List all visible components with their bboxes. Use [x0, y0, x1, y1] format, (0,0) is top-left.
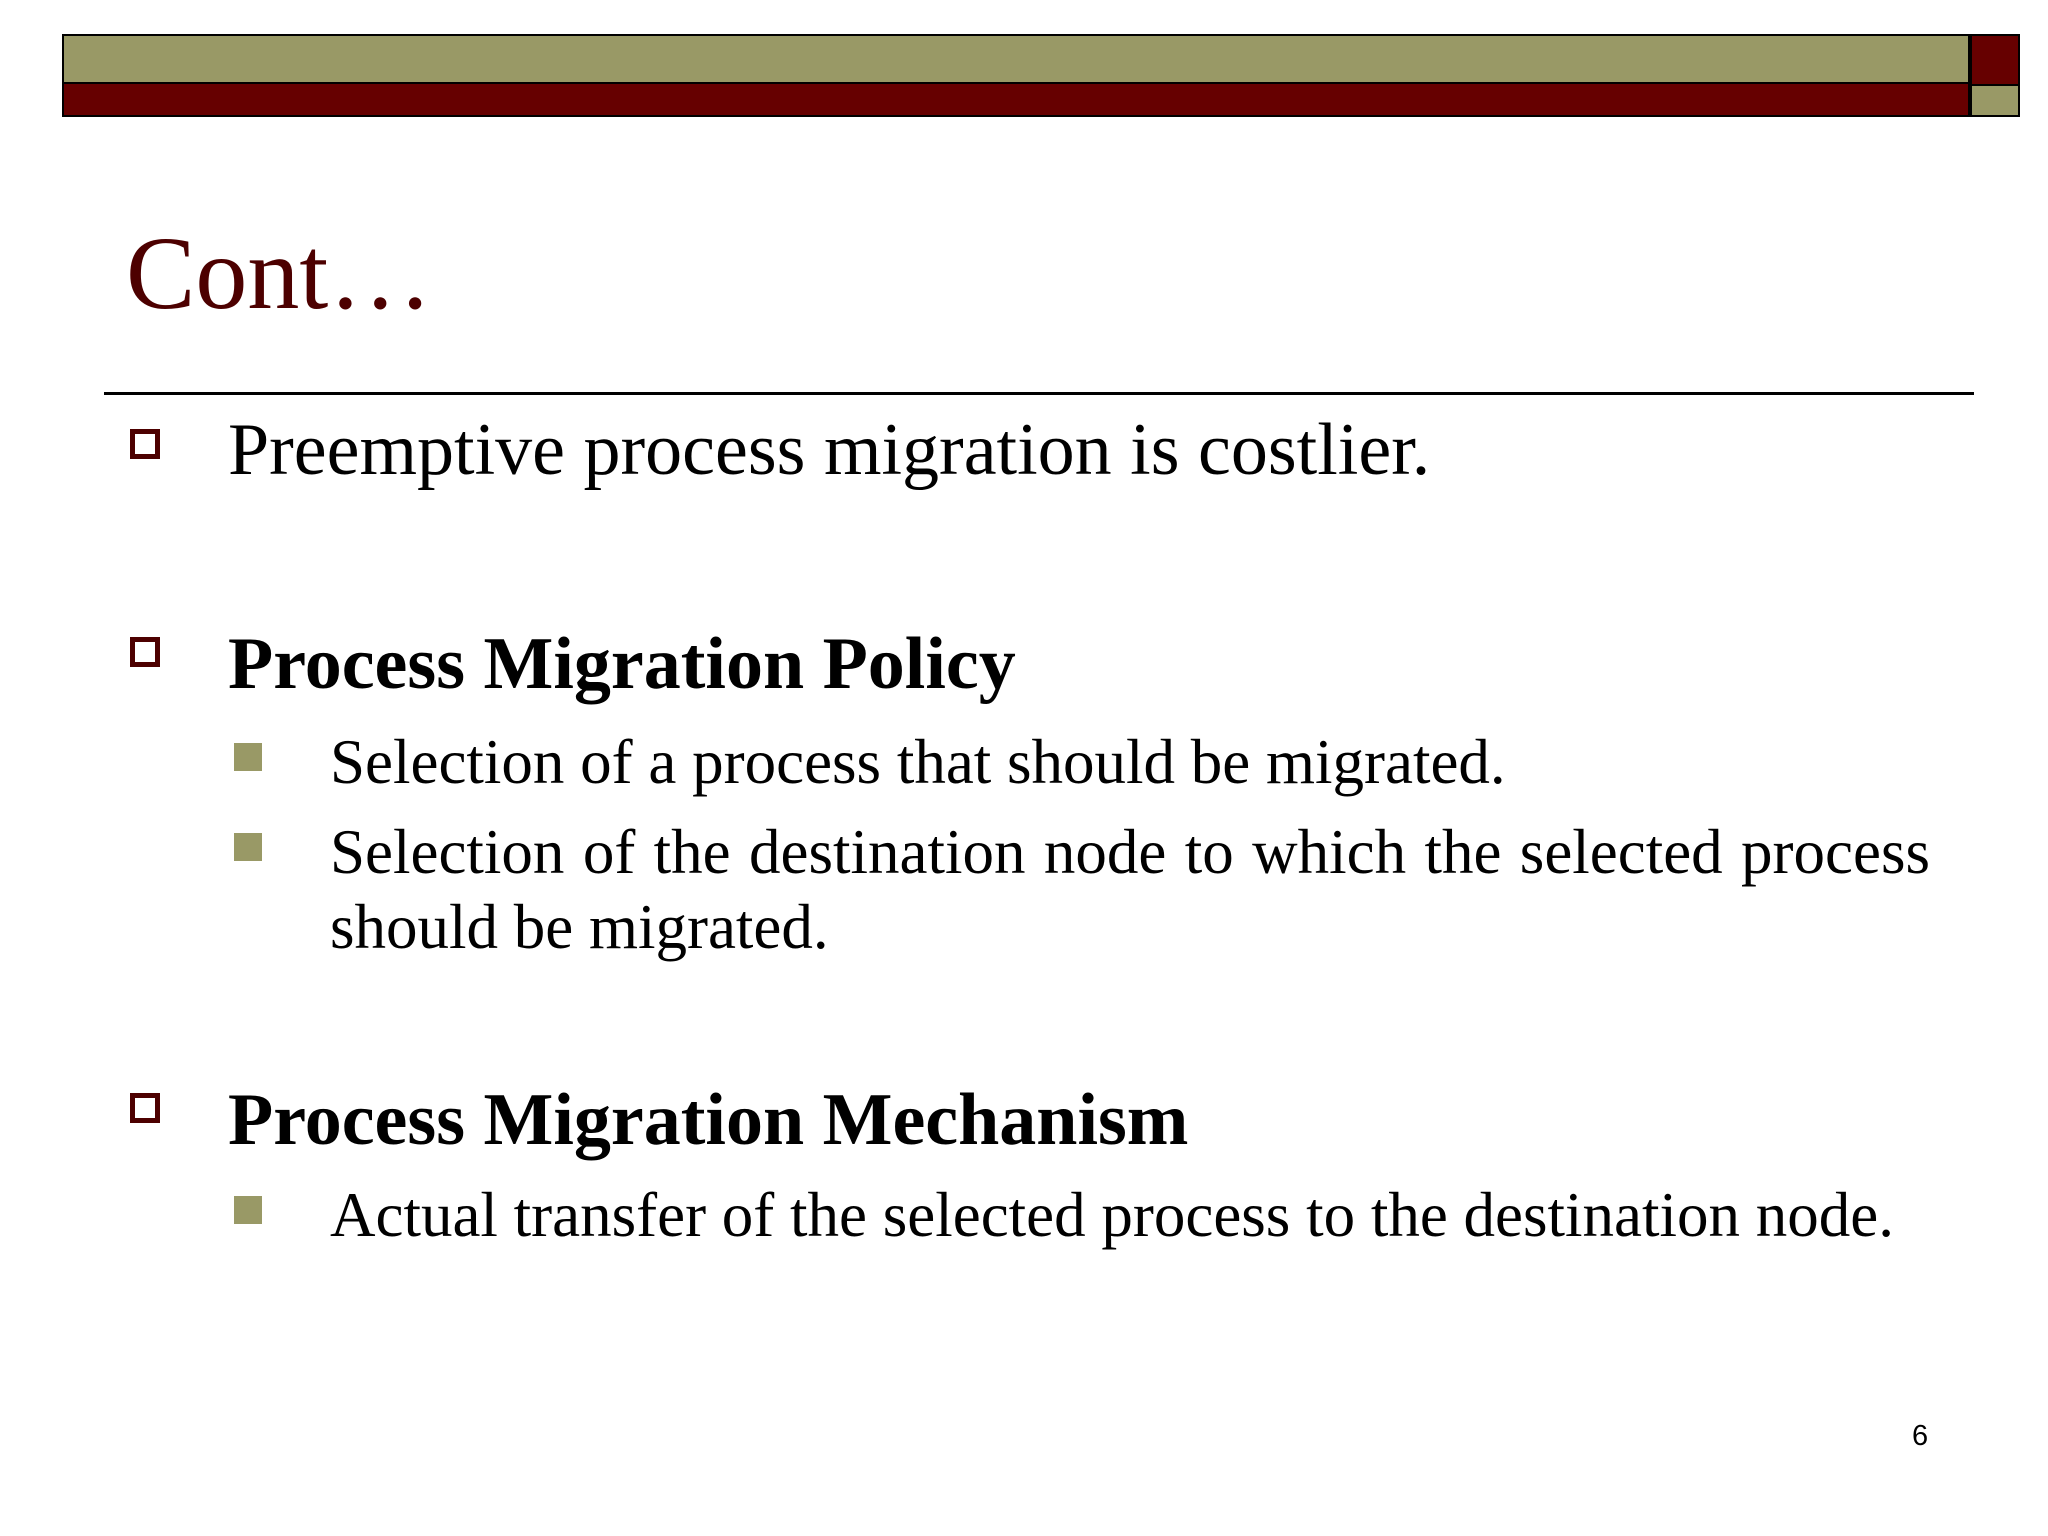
sub-bullet-text: Selection of the destination node to which the selected process should be migrated.	[330, 817, 1930, 962]
bullet-heading: Process Migration Mechanism	[228, 1079, 1189, 1161]
sub-bullet-item-2-2	[330, 815, 1930, 965]
filled-square-bullet-icon	[234, 833, 262, 861]
filled-square-bullet-icon	[234, 1196, 262, 1224]
sub-bullet-text: Selection of a process that should be migrated.	[330, 727, 1506, 797]
bullet-item-3	[228, 1079, 1928, 1161]
sub-bullet-item-3-1	[330, 1178, 1930, 1253]
page-number: 6	[1912, 1420, 1929, 1452]
hollow-square-bullet-icon	[130, 1093, 160, 1123]
bullet-text: Preemptive process migration is costlier.	[228, 409, 1431, 491]
sub-bullet-item-2-1	[330, 725, 1930, 800]
filled-square-bullet-icon	[234, 743, 262, 771]
bullet-item-1	[228, 409, 1928, 491]
bullet-heading: Process Migration Policy	[228, 623, 1016, 705]
bullet-item-2	[228, 623, 1928, 705]
hollow-square-bullet-icon	[130, 429, 160, 459]
slide-title: Cont…	[126, 216, 433, 331]
sub-bullet-text: Actual transfer of the selected process to the destination node.	[330, 1180, 1894, 1250]
hollow-square-bullet-icon	[130, 637, 160, 667]
